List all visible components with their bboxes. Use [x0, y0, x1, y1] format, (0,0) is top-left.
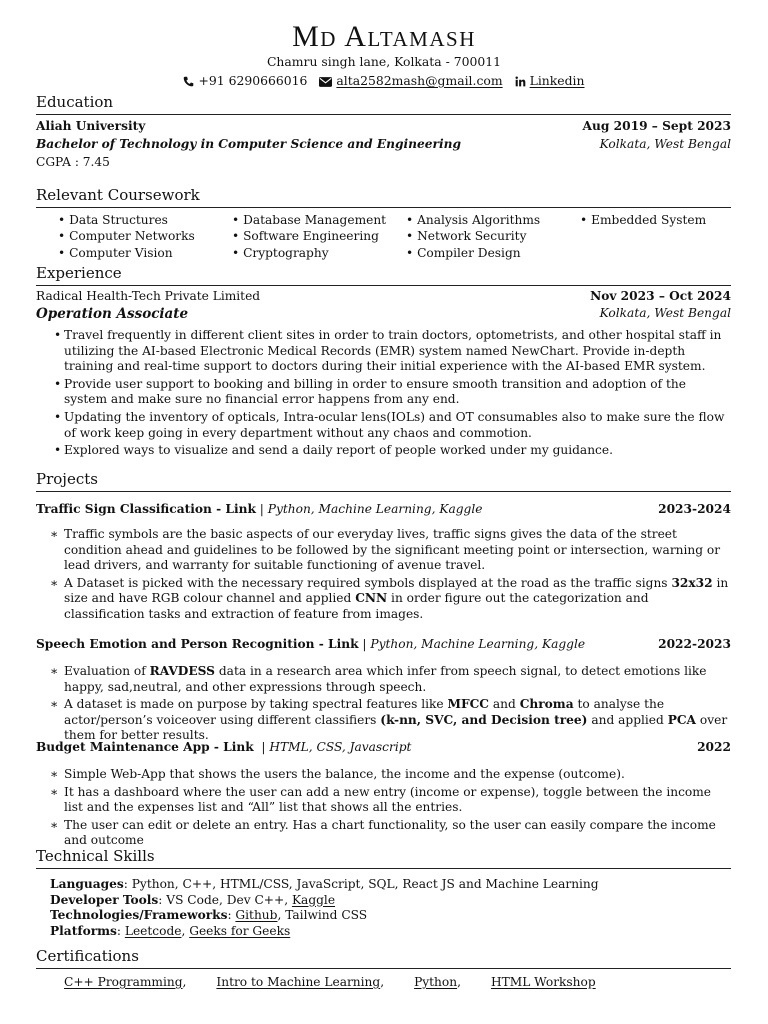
project-2-bullets	[64, 664, 732, 746]
course-item: • Network Security	[406, 228, 580, 244]
cert-link[interactable]: HTML Workshop	[490, 975, 596, 989]
project-2-tech: Python, Machine Learning, Kaggle	[370, 637, 586, 651]
cgpa: CGPA : 7.45	[36, 155, 110, 169]
course-item: • Analysis Algorithms	[406, 212, 580, 228]
contact-line	[0, 73, 768, 88]
experience-bullets	[64, 328, 732, 461]
cert-link[interactable]: Python	[414, 975, 458, 989]
certifications-heading: Certifications	[36, 947, 731, 969]
address: Chamru singh lane, Kolkata - 700011	[266, 54, 502, 69]
job-role: Operation Associate	[36, 306, 189, 322]
projects-heading: Projects	[36, 470, 731, 492]
project-1-tech: Python, Machine Learning, Kaggle	[267, 502, 483, 516]
list-item: • Provide user support to booking and billing in order to ensure smooth transition and adoption of the system and make sure no financial error happens from any end.	[64, 377, 732, 408]
project-2-title-link[interactable]: Speech Emotion and Person Recognition - Link	[36, 637, 359, 651]
school-name: Aliah University	[36, 119, 146, 133]
project-2-header: Speech Emotion and Person Recognition - Link | Python, Machine Learning, Kaggle 2022-2023	[36, 637, 731, 651]
course-item: • Embedded System	[580, 212, 730, 228]
project-1-title-link[interactable]: Traffic Sign Classification - Link	[36, 502, 256, 516]
list-item: ∗ Simple Web-App that shows the users the balance, the income and the expense (outcome).	[64, 767, 732, 783]
list-item: ∗ Evaluation of RAVDESS data in a research area which infer from speech signal, to detect emotions like happy, sad,neutral, and other expressions through speech.	[64, 664, 732, 695]
education-dates: Aug 2019 – Sept 2023	[582, 119, 731, 133]
list-item: • Explored ways to visualize and send a daily report of people worked under my guidance.	[64, 443, 732, 459]
phone-icon	[183, 73, 194, 88]
envelope-icon	[319, 73, 332, 88]
education-row-2	[36, 137, 731, 151]
coursework-heading: Relevant Coursework	[36, 186, 731, 208]
phone-item	[183, 73, 307, 88]
course-item: • Computer Vision	[58, 245, 232, 261]
experience-heading: Experience	[36, 264, 731, 286]
course-item: • Database Management	[232, 212, 406, 228]
education-row-1	[36, 119, 731, 133]
github-link[interactable]: Github	[235, 908, 278, 923]
experience-dates: Nov 2023 – Oct 2024	[590, 289, 731, 303]
email-item[interactable]	[319, 73, 502, 88]
list-item: ∗ A dataset is made on purpose by taking spectral features like MFCC and Chroma to analyse the actor/person’s voiceover using different classifiers (k-nn, SVC, and Decision tree) and applied PCA over them for better results.	[64, 697, 732, 744]
course-item: • Computer Networks	[58, 228, 232, 244]
project-1-header: Traffic Sign Classification - Link | Python, Machine Learning, Kaggle 2023-2024	[36, 502, 731, 516]
leetcode-link[interactable]: Leetcode	[124, 923, 182, 938]
course-item: • Data Structures	[58, 212, 232, 228]
course-item: • Compiler Design	[406, 245, 580, 261]
list-item: ∗ A Dataset is picked with the necessary required symbols displayed at the road as the traffic signs 32x32 in size and have RGB colour channel and applied CNN in order figure out the categorization and classification tasks and extraction of feature from images.	[64, 576, 732, 623]
skills-block	[50, 877, 599, 939]
coursework-list	[58, 212, 738, 261]
cert-link[interactable]: C++ Programming	[64, 975, 183, 989]
cert-link[interactable]: Intro to Machine Learning	[216, 975, 381, 989]
skills-languages: Languages: Python, C++, HTML/CSS, JavaScript, SQL, React JS and Machine Learning	[50, 877, 599, 891]
kaggle-link[interactable]: Kaggle	[291, 892, 336, 907]
skills-heading: Technical Skills	[36, 847, 731, 869]
linkedin-link[interactable]: Linkedin	[529, 73, 585, 88]
candidate-name: Md Altamash	[292, 20, 476, 53]
course-item: • Cryptography	[232, 245, 406, 261]
experience-row-2	[36, 306, 731, 322]
education-heading: Education	[36, 93, 731, 115]
email-link[interactable]: alta2582mash@gmail.com	[336, 73, 503, 88]
project-3-years: 2022	[697, 740, 731, 754]
linkedin-icon	[515, 73, 526, 88]
skills-technologies: Technologies/Frameworks: Github, Tailwind CSS	[50, 908, 368, 923]
project-3-title-link[interactable]: Budget Maintenance App - Link	[36, 740, 254, 754]
gfg-link[interactable]: Geeks for Geeks	[189, 923, 291, 938]
linkedin-item[interactable]	[515, 73, 585, 88]
company-name: Radical Health-Tech Private Limited	[36, 289, 261, 303]
experience-row-1	[36, 289, 731, 303]
list-item: • Updating the inventory of opticals, Intra-ocular lens(IOLs) and OT consumables also to make sure the flow of work keep going in every department without any chaos and commotion.	[64, 410, 732, 441]
phone-number: +91 6290666016	[198, 73, 308, 88]
project-1-years: 2023-2024	[658, 502, 731, 516]
project-3-bullets	[64, 767, 732, 851]
list-item: ∗ Traffic symbols are the basic aspects of our everyday lives, traffic signs gives the data of the street condition ahead and guidelines to be followed by the significant meeting point or intersection, warning or lead drivers, and warranty for suitable functioning of avenue travel.	[64, 527, 732, 574]
certifications-list: C++ Programming, Intro to Machine Learning, Python, HTML Workshop	[64, 975, 596, 989]
degree: Bachelor of Technology in Computer Science and Engineering	[36, 137, 461, 151]
project-3-tech: HTML, CSS, Javascript	[269, 740, 412, 754]
project-3-header: Budget Maintenance App - Link | HTML, CSS, Javascript 2022	[36, 740, 731, 754]
project-2-years: 2022-2023	[658, 637, 731, 651]
list-item: ∗ The user can edit or delete an entry. Has a chart functionality, so the user can easily compare the income and outcome	[64, 818, 732, 849]
education-location: Kolkata, West Bengal	[599, 137, 731, 151]
list-item: ∗ It has a dashboard where the user can add a new entry (income or expense), toggle between the income list and the expenses list and “All” list that shows all the entries.	[64, 785, 732, 816]
skills-tools: Developer Tools: VS Code, Dev C++, Kaggle	[50, 892, 336, 907]
project-1-bullets	[64, 527, 732, 625]
list-item: • Travel frequently in different client sites in order to train doctors, optometrists, and other hospital staff in utilizing the AI-based Electronic Medical Records (EMR) system named NewChart. Provide in-depth training and real-time support to doctors during their initial experience with the AI-based EMR system.	[64, 328, 732, 375]
skills-platforms: Platforms: Leetcode, Geeks for Geeks	[50, 923, 291, 938]
experience-location: Kolkata, West Bengal	[599, 306, 731, 320]
course-item: • Software Engineering	[232, 228, 406, 244]
